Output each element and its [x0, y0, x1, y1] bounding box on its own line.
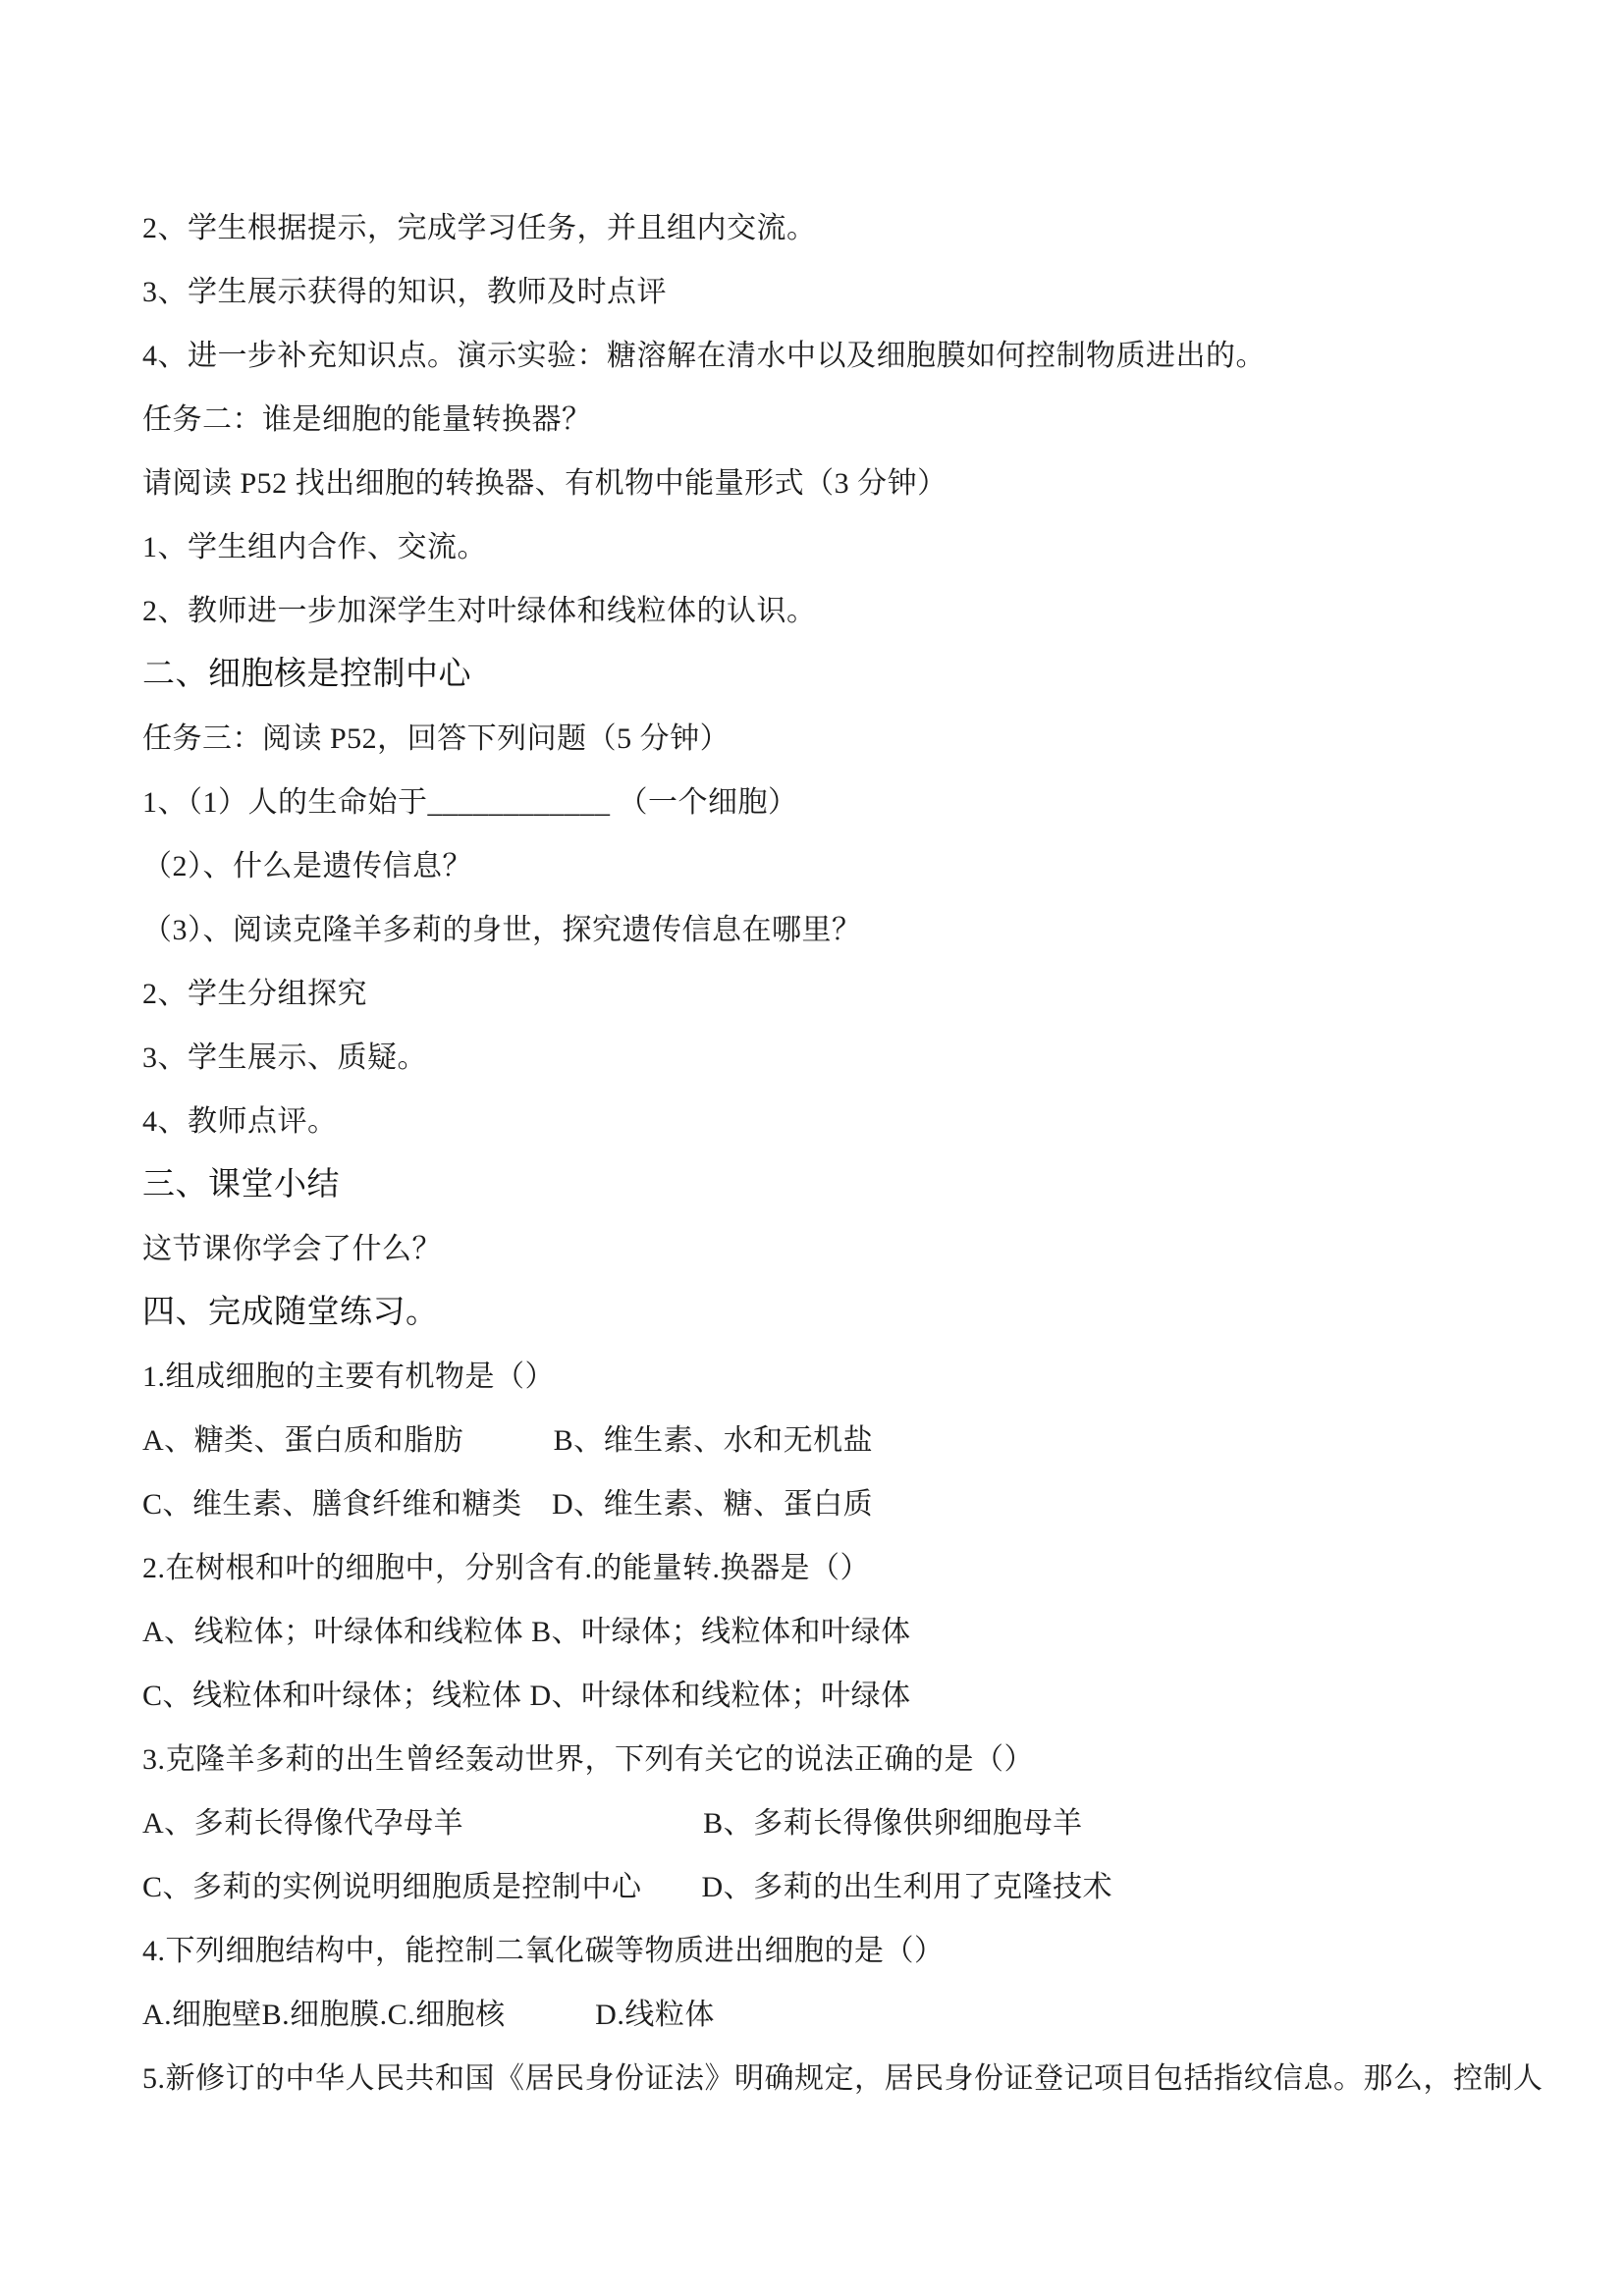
text-line: A.细胞壁B.细胞膜.C.细胞核 D.线粒体	[142, 1999, 715, 2031]
text-line: 3、学生展示、质疑。	[142, 1041, 427, 1074]
text-line: 2.在树根和叶的细胞中，分别含有.的能量转.换器是（）	[142, 1552, 870, 1584]
text-line: 任务三：阅读 P52，回答下列问题（5 分钟）	[142, 722, 731, 755]
text-line: 1、学生组内合作、交流。	[142, 531, 487, 563]
text-line: 2、学生分组探究	[142, 978, 367, 1010]
section-heading: 四、完成随堂练习。	[142, 1295, 439, 1330]
text-line: 1.组成细胞的主要有机物是（）	[142, 1361, 555, 1393]
text-line: C、线粒体和叶绿体；线粒体 D、叶绿体和线粒体；叶绿体	[142, 1680, 911, 1712]
text-line: 任务二：谁是细胞的能量转换器？	[142, 403, 592, 436]
section-heading: 三、课堂小结	[142, 1167, 340, 1202]
text-line: A、糖类、蛋白质和脂肪 B、维生素、水和无机盐	[142, 1424, 874, 1457]
text-line: 4、教师点评。	[142, 1105, 338, 1138]
text-line: 2、教师进一步加深学生对叶绿体和线粒体的认识。	[142, 595, 817, 627]
text-line: A、线粒体；叶绿体和线粒体 B、叶绿体；线粒体和叶绿体	[142, 1616, 911, 1648]
text-line: 2、学生根据提示，完成学习任务，并且组内交流。	[142, 212, 817, 244]
text-line: （3）、阅读克隆羊多莉的身世，探究遗传信息在哪里？	[142, 914, 862, 946]
text-line: 5.新修订的中华人民共和国《居民身份证法》明确规定，居民身份证登记项目包括指纹信息。那么，控制人	[142, 2062, 1543, 2095]
text-line: 4.下列细胞结构中，能控制二氧化碳等物质进出细胞的是（）	[142, 1935, 945, 1967]
text-line: 请阅读 P52 找出细胞的转换器、有机物中能量形式（3 分钟）	[142, 467, 947, 500]
text-line: （2）、什么是遗传信息？	[142, 850, 472, 882]
text-line: C、维生素、膳食纤维和糖类 D、维生素、糖、蛋白质	[142, 1488, 874, 1521]
section-heading: 二、细胞核是控制中心	[142, 657, 471, 692]
text-line: 4、进一步补充知识点。演示实验：糖溶解在清水中以及细胞膜如何控制物质进出的。	[142, 340, 1266, 372]
document-text-block	[142, 196, 1585, 2110]
text-line: 3、学生展示获得的知识，教师及时点评	[142, 276, 667, 308]
text-line: C、多莉的实例说明细胞质是控制中心 D、多莉的出生利用了克隆技术	[142, 1871, 1113, 1903]
text-line: 1、（1）人的生命始于____________ （一个细胞）	[142, 786, 798, 819]
text-line: 3.克隆羊多莉的出生曾经轰动世界，下列有关它的说法正确的是（）	[142, 1743, 1034, 1776]
text-line: A、多莉长得像代孕母羊 B、多莉长得像供卵细胞母羊	[142, 1807, 1083, 1840]
text-line: 这节课你学会了什么？	[142, 1233, 442, 1265]
